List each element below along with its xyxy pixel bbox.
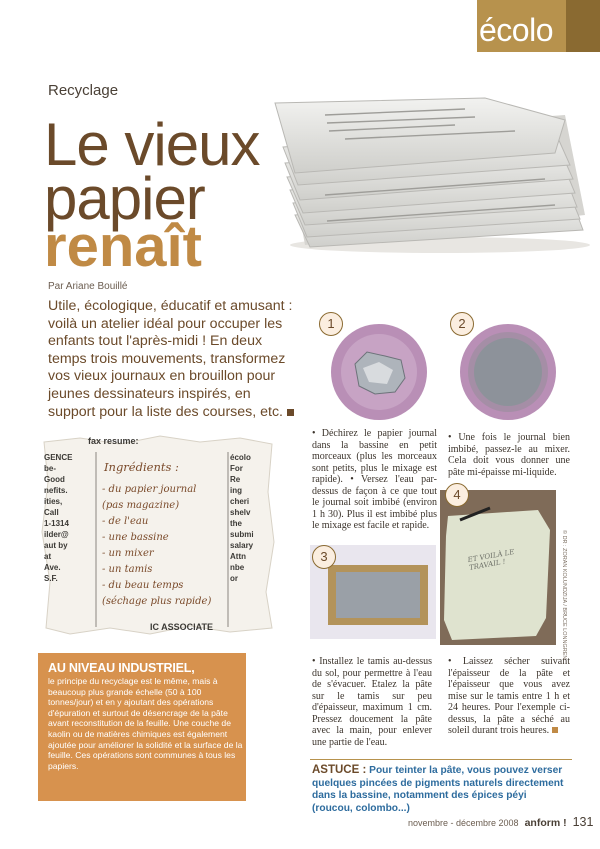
note-item: - un mixer [102, 548, 154, 559]
page-footer [408, 815, 593, 829]
clipping-word: cheri [230, 497, 250, 506]
clipping-word: submi [230, 530, 254, 539]
clipping-left-column [44, 452, 96, 584]
clipping-header: fax resume: [88, 436, 139, 446]
clipping-word: 1-1314 [44, 519, 69, 528]
photo-credit: © DR : ZORAN KOLUNDZIJA / BRUCE LONNGREN [561, 530, 567, 660]
intro-text: Utile, écologique, éducatif et amusant : voilà un atelier idéal pour occuper les enfants tout l'après-midi ! En deux temps trois mouvements, transformez vos vieux journaux en brouillon pour jeunes dessinateurs inspirés, en support pour la liste des courses, etc. [48, 298, 293, 420]
paper-sheet-text: ET VOILÀ LE TRAVAIL ! [467, 548, 515, 572]
note-item: - du papier journal [102, 484, 197, 495]
clipping-word: Good [44, 475, 65, 484]
step2-photo-bowl [448, 322, 566, 422]
clipping-word: S.F. [44, 574, 58, 583]
note-item: - de l'eau [102, 516, 149, 527]
step1-photo-bowl [319, 322, 438, 422]
clipping-footer: IC ASSOCIATE [150, 622, 214, 632]
note-list [102, 482, 232, 610]
note-item: (séchage plus rapide) [102, 596, 212, 607]
clipping-word: the [230, 519, 242, 528]
astuce-text: Pour teinter la pâte, vous pouvez verser quelques pincées de pigments naturels directement dans la bassine, notamment des épices péyi (roucou, colombo...) [312, 765, 564, 814]
step4-photo-paper-sheet [440, 490, 556, 645]
byline: Par Ariane Bouillé [48, 281, 128, 292]
note-item: - une bassine [102, 532, 169, 543]
step2-text: • Une fois le journal bien imbibé, passez-le au mixer. Cela doit vous donner une pâte mi-épaisse mi-liquide. [448, 432, 570, 478]
note-item: - un tamis [102, 564, 153, 575]
title-line-1: Le vieux [44, 111, 260, 178]
section-label: écolo [479, 12, 553, 48]
note-item: (pas magazine) [102, 500, 180, 511]
astuce-box [312, 764, 570, 815]
end-square-icon [552, 727, 558, 733]
step4-body: • Laissez sécher suivant l'épaisseur de la pâte et l'épaisseur que vous avez mise sur le tamis entre 1 h et 24 heures. Pour l'exemple ci-dessus, la pâte a séché au soleil durant trois heures. [448, 656, 570, 736]
clipping-word: ing [230, 486, 242, 495]
step3-badge: 3 [312, 545, 336, 569]
step4-badge: 4 [445, 483, 469, 507]
article-kicker: Recyclage [48, 82, 119, 99]
astuce-label: ASTUCE : [312, 764, 367, 776]
clipping-right-column [230, 452, 270, 584]
title-line-2: papier [44, 165, 205, 232]
clipping-word: aut by [44, 541, 68, 550]
industry-title: AU NIVEAU INDUSTRIEL, [48, 661, 195, 675]
clipping-word: nefits. [44, 486, 68, 495]
title-line-3: renaît [44, 214, 202, 279]
note-item: - du beau temps [102, 580, 184, 591]
clipping-word: Call [44, 508, 59, 517]
clipping-word: salary [230, 541, 254, 550]
end-square-icon [287, 409, 294, 416]
astuce-divider [310, 759, 572, 760]
clipping-word: ities, [44, 497, 63, 506]
footer-date: novembre - décembre 2008 [408, 818, 519, 828]
step4-text [448, 656, 570, 737]
page-number: 131 [572, 815, 594, 829]
step2-badge: 2 [450, 312, 474, 336]
footer-magazine: anform ! [524, 817, 567, 829]
note-heading: Ingrédients : [104, 460, 179, 474]
clipping-word: Ave. [44, 563, 61, 572]
clipping-word: ilder@ [44, 530, 69, 539]
industry-text: le principe du recyclage est le même, mais à beaucoup plus grande échelle (50 à 100 tonnes/jour) et en y ajoutant des opérations d'épuration et surtout de désencrage de la pâte avant reconstitution de la feuille. Une couche de kaolin ou de matières chimiques est également ajoutée pour améliorer la solidité et la surface de la feuille. Ces opérations sont communes à tous les papiers. [48, 676, 243, 771]
clipping-word: For [230, 464, 243, 473]
clipping-word: or [230, 574, 238, 583]
clipping-word: Re [230, 475, 241, 484]
clipping-word: shelv [230, 508, 251, 517]
clipping-word: Attn [230, 552, 246, 561]
clipping-word: be- [44, 464, 56, 473]
clipping-word: at [44, 552, 52, 561]
step1-text: • Déchirez le papier journal dans la bassine en petit morceaux (plus les morceaux sont petits, plus le mixage est rapide). • Versez l'eau par-dessus de façon à ce que tout le journal soit imbibé (environ 1 h 30). Plus il est imbibé plus le mixage est facile et rapide. [312, 428, 437, 531]
clipping-word: GENCE [44, 453, 73, 462]
clipping-word: nbe [230, 563, 245, 572]
intro-paragraph [48, 298, 296, 421]
step1-badge: 1 [319, 312, 343, 336]
newspaper-stack-image [265, 95, 590, 255]
step3-text: • Installez le tamis au-dessus du sol, pour permettre à l'eau de s'évacuer. Etalez la pâte sur le tamis sur peu d'épaisseur, maximum 1 cm. Pressez doucement la pâte avec la main, pour enlever une partie de l'eau. [312, 656, 432, 748]
clipping-word: écolo [230, 453, 251, 462]
